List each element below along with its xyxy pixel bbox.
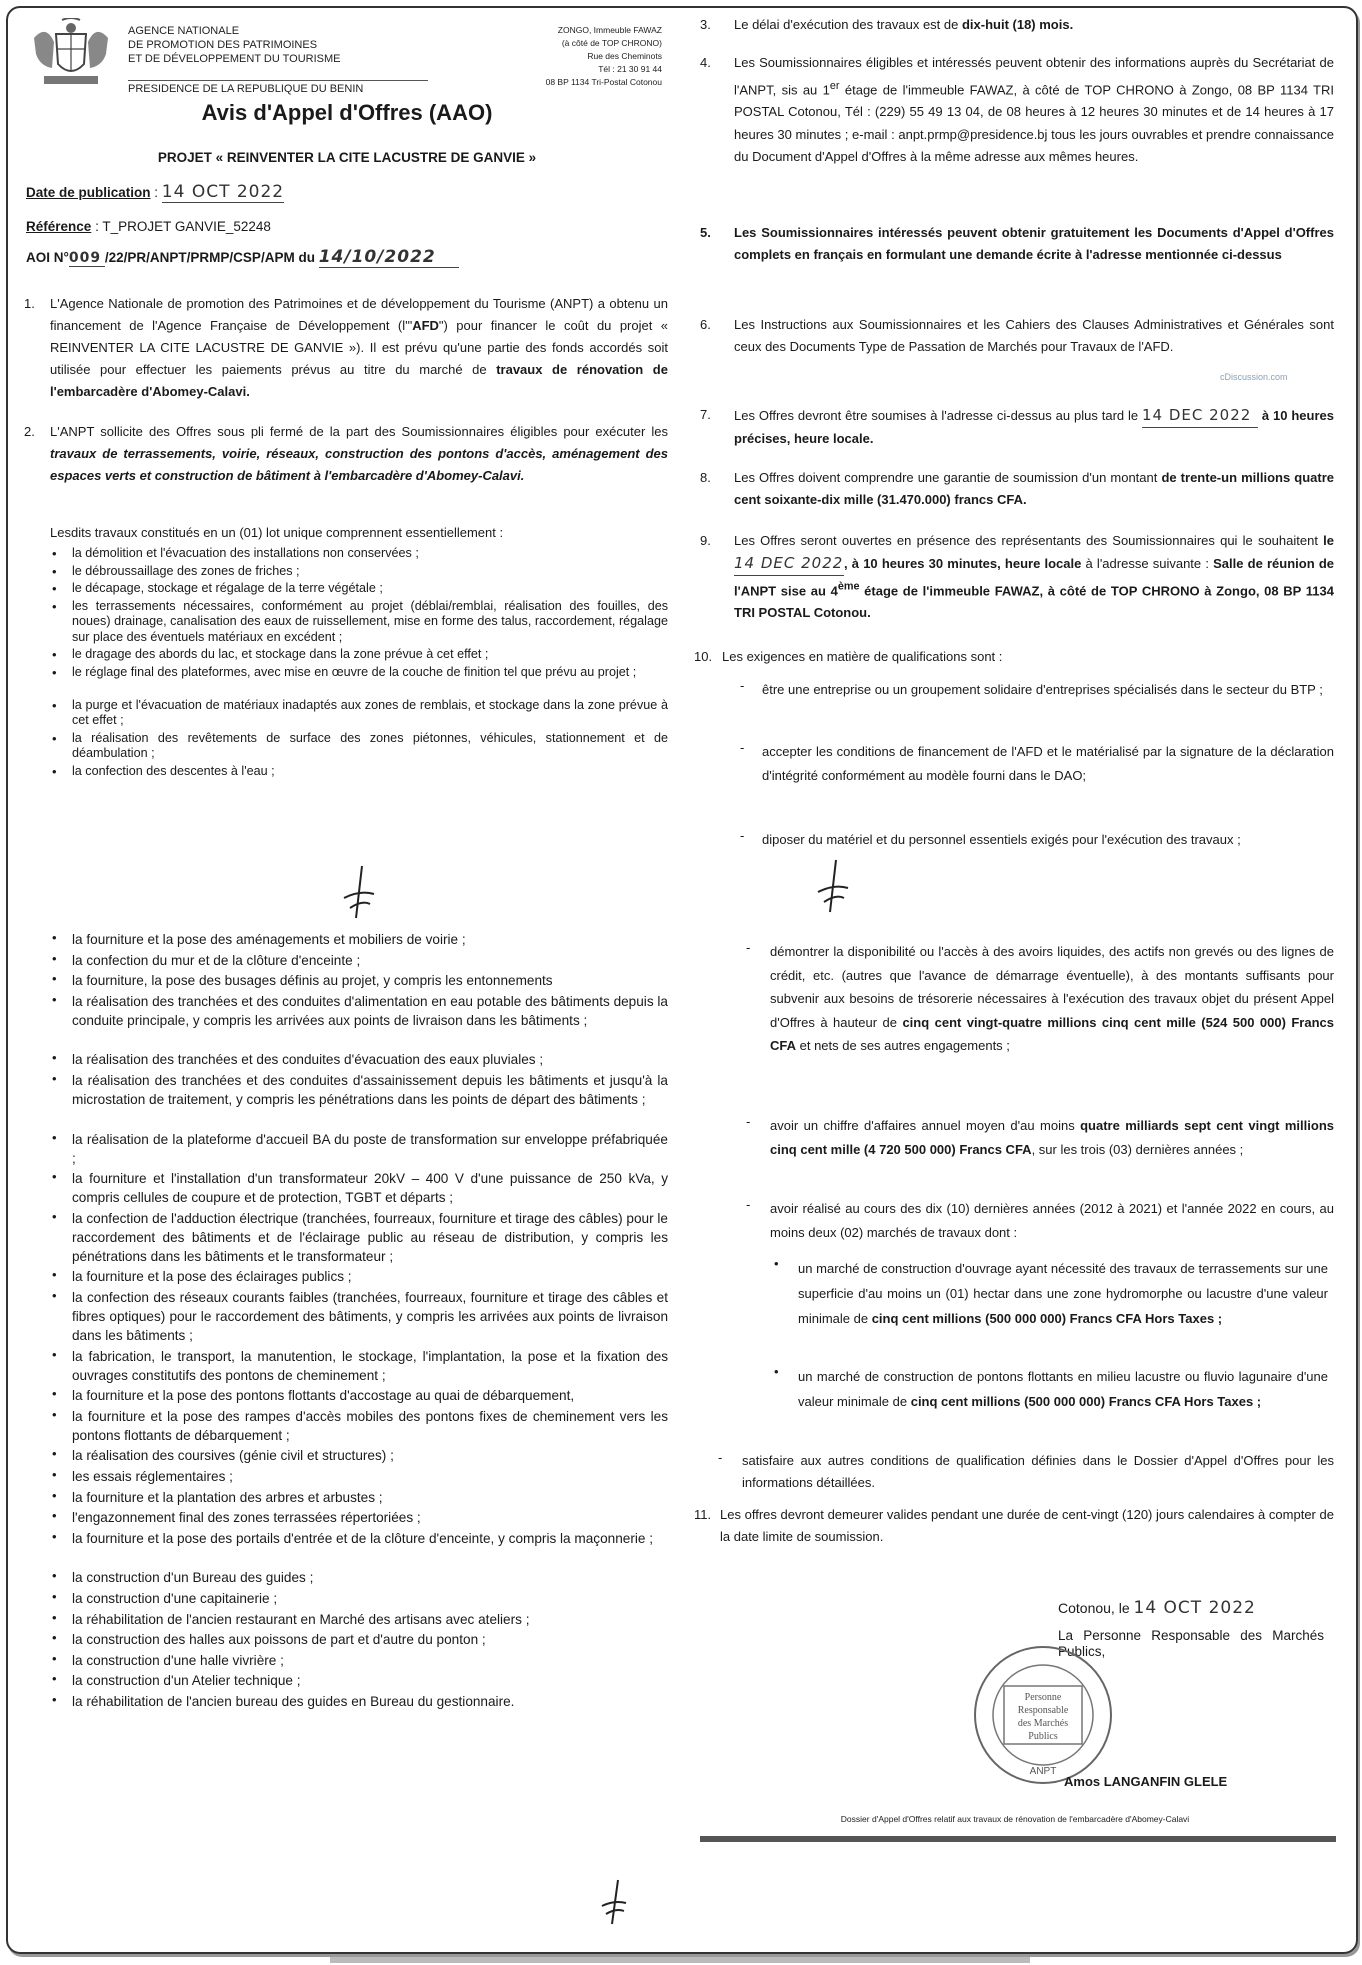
bullet-dot: • — [52, 1650, 57, 1666]
item-number: 3. — [700, 17, 711, 32]
bullet-dot: • — [52, 930, 57, 945]
item-number: 10. — [694, 649, 713, 664]
aoi-handwritten-number: 009 — [68, 250, 102, 266]
bullet-dot: • — [52, 1508, 57, 1524]
paragraph-5: Les Soumissionnaires intéressés peuvent obtenir gratuitement les Documents d'Appel d'Offres complets en français en formulant une demande écrite à l'adresse mentionnée ci-dessus — [734, 225, 1334, 262]
footer-bar — [700, 1836, 1336, 1842]
agency-name — [128, 24, 341, 66]
work-item: la fourniture et la pose des aménagements et mobiliers de voirie ; — [72, 932, 466, 947]
bullet-dot: • — [52, 546, 57, 561]
bullet-dot: • — [52, 1446, 57, 1462]
work-item: la réhabilitation de l'ancien bureau des guides en Bureau du gestionnaire. — [72, 1694, 515, 1709]
signature-date: 14 OCT 2022 — [1133, 1598, 1256, 1618]
paragraph-7: Les Offres devront être soumises à l'adresse ci-dessus au plus tard le 14 DEC 2022 à 10 heures précises, heure locale. — [734, 406, 1334, 446]
bullet-dot: • — [52, 1406, 57, 1422]
work-item: la réalisation des coursives (génie civil et structures) ; — [72, 1448, 394, 1464]
bullet-dot: • — [52, 1169, 57, 1185]
work-item: la confection des descentes à l'eau ; — [72, 763, 275, 778]
work-item: les terrassements nécessaires, conformément au projet (déblai/remblai, réalisation des fouilles, des noues) drainage, canalisation des eaux de ruissellement, mise en forme des talus, raccordement, régalage sur place des éventuels matériaux en excédent ; — [72, 598, 668, 644]
qualification-item: diposer du matériel et du personnel essentiels exigés pour l'exécution des travaux ; — [762, 832, 1241, 847]
dash-bullet: - — [740, 740, 745, 755]
address-line: ZONGO, Immeuble FAWAZ — [557, 25, 662, 35]
bullet-dot: • — [52, 730, 57, 746]
bullet-dot: • — [52, 581, 57, 596]
dash-bullet: - — [746, 1114, 751, 1129]
bullet-dot: • — [52, 1671, 57, 1687]
presidence-line: PRESIDENCE DE LA REPUBLIQUE DU BENIN — [128, 80, 428, 95]
work-item: la construction d'une halle vivrière ; — [72, 1652, 284, 1668]
item-number: 2. — [24, 424, 35, 439]
item-number: 7. — [700, 407, 711, 422]
org-line: AGENCE NATIONALE — [128, 25, 240, 37]
paragraph-10: Les exigences en matière de qualifications sont : — [722, 649, 1003, 664]
dash-bullet: - — [740, 678, 745, 693]
work-item: la fourniture et la pose des portails d'entrée et de la clôture d'enceinte, y compris la maçonnerie ; — [72, 1530, 653, 1546]
footer-note: Dossier d'Appel d'Offres relatif aux travaux de rénovation de l'embarcadère d'Abomey-Calavi — [840, 1814, 1190, 1824]
bullet-dot: • — [52, 1528, 57, 1544]
paragraph-11: Les offres devront demeurer valides pendant une durée de cent-vingt (120) jours calendaires à compter de la date limite de soumission. — [720, 1507, 1334, 1544]
work-item: la fabrication, le transport, la manutention, le stockage, l'implantation, la pose et la fixation des ouvrages constitutifs des pontons de cheminement ; — [72, 1348, 668, 1383]
bullet-dot: • — [52, 1589, 57, 1604]
reference — [26, 219, 271, 234]
signatory-name: Amos LANGANFIN GLELE — [1064, 1774, 1228, 1789]
qualification-item: être une entreprise ou un groupement solidaire d'entreprises spécialisés dans le secteur du BTP ; — [762, 682, 1323, 697]
work-item: le réglage final des plateformes, avec mise en œuvre de la couche de finition tel que prévu au projet ; — [72, 664, 637, 679]
bullet-dot: • — [52, 763, 57, 779]
qualification-experience: avoir réalisé au cours des dix (10) dernières années (2012 à 2021) et l'année 2022 en cours, au moins deux (02) marchés de travaux dont : — [770, 1201, 1334, 1240]
work-item: la réalisation des tranchées et des conduites d'évacuation des eaux pluviales ; — [72, 1052, 544, 1068]
work-item: la fourniture et la pose des rampes d'accès mobiles des pontons fixes de cheminement vers les pontons flottants de débarquement ; — [72, 1408, 668, 1443]
bullet-dot: • — [52, 1267, 57, 1283]
work-item: les essais réglementaires ; — [72, 1469, 233, 1484]
stamp-text: des Marchés — [1017, 1718, 1069, 1729]
signature-place: Cotonou, le — [1058, 1600, 1130, 1616]
org-line: DE PROMOTION DES PATRIMOINES — [128, 39, 318, 51]
bullet-dot: • — [774, 1256, 779, 1271]
bullet-dot: • — [52, 950, 57, 966]
publication-date: Date de publication : 14 OCT 2022 — [26, 182, 285, 202]
bullet-dot: • — [52, 1692, 57, 1707]
paragraph-3: Le délai d'exécution des travaux est de dix-huit (18) mois. — [734, 17, 1074, 32]
agency-address — [546, 24, 662, 89]
reference-value: : T_PROJET GANVIE_52248 — [95, 219, 271, 234]
bullet-dot: • — [52, 1386, 57, 1402]
benin-coat-of-arms-icon — [26, 18, 116, 90]
paragraph-9: Les Offres seront ouvertes en présence des représentants des Soumissionnaires qui le souhaitent le 14 DEC 2022, à 10 heures 30 minutes, heure locale à l'adresse suivante : Salle de réunion de l'ANPT sise au 4ème étage de l'immeuble FAWAZ, à côté de TOP CHRONO à Zongo, 08 BP 1134 TRI POSTAL Cotonou. — [734, 533, 1334, 621]
aoi-number — [26, 247, 459, 268]
initials-signature-icon — [600, 1878, 630, 1928]
item-number: 9. — [700, 533, 711, 548]
project-title: PROJET « REINVENTER LA CITE LACUSTRE DE GANVIE » — [157, 150, 537, 165]
work-item: l'engazonnement final des zones terrassées répertoriées ; — [72, 1510, 421, 1526]
bullet-dot: • — [52, 1630, 57, 1646]
address-line: Tél : 21 30 91 44 — [598, 64, 662, 74]
paragraph-1: L'Agence Nationale de promotion des Patrimoines et de développement du Tourisme (ANPT) a obtenu un financement de l'Agence Française de Développement (l'"AFD") pour financer le coût du projet « REINVENTER LA CITE LACUSTRE DE GANVIE »). Il est prévu qu'une partie des fonds accordés soit utilisée pour effectuer les paiements prévus au titre du marché de travaux de rénovation de l'embarcadère d'Abomey-Calavi. — [50, 296, 668, 399]
item-number: 8. — [700, 470, 711, 485]
item-number: 6. — [700, 317, 711, 332]
dash-bullet: - — [740, 828, 745, 843]
qualification-item: accepter les conditions de financement de l'AFD et le matérialisé par la signature de la déclaration d'intégrité conformément au modèle fourni dans le DAO; — [762, 744, 1334, 783]
date-value: 14 OCT 2022 — [161, 182, 285, 202]
aoi-suffix: /22/PR/ANPT/PRMP/CSP/APM du — [104, 250, 315, 265]
dash-bullet: - — [746, 1197, 751, 1212]
stamp-ring-text: ANPT — [1029, 1766, 1057, 1777]
bullet-dot: • — [52, 1346, 57, 1362]
official-stamp-icon — [968, 1640, 1118, 1790]
work-item: la fourniture et la pose des éclairages publics ; — [72, 1269, 352, 1285]
bullet-dot: • — [52, 1568, 57, 1584]
bullet-dot: • — [52, 598, 57, 614]
item-number: 4. — [700, 55, 711, 70]
work-item: la construction d'une capitainerie ; — [72, 1591, 278, 1606]
stamp-text: Personne — [1024, 1692, 1062, 1703]
bullet-dot: • — [52, 1288, 57, 1303]
work-item: la confection du mur et de la clôture d'enceinte ; — [72, 952, 361, 968]
paragraph-8: Les Offres doivent comprendre une garantie de soumission d'un montant de trente-un millions quatre cent soixante-dix mille (31.470.000) francs CFA. — [734, 470, 1335, 507]
work-item: la construction des halles aux poissons de part et d'autre du ponton ; — [72, 1632, 486, 1648]
bullet-dot: • — [774, 1364, 779, 1379]
bullet-dot: • — [52, 1487, 57, 1503]
bullet-dot: • — [52, 1050, 57, 1066]
qualification-other: satisfaire aux autres conditions de qualification définies dans le Dossier d'Appel d'Offres pour les informations détaillées. — [742, 1453, 1334, 1490]
dash-bullet: - — [718, 1450, 723, 1465]
document-title: Avis d'Appel d'Offres (AAO) — [201, 100, 493, 125]
stamp-text: Responsable — [1017, 1705, 1069, 1716]
bullet-dot: • — [52, 1208, 57, 1224]
initials-signature-icon — [340, 864, 380, 924]
item-number: 11. — [694, 1507, 712, 1522]
bullet-dot: • — [52, 1467, 57, 1482]
date-label: Date de publication — [26, 185, 151, 200]
watermark: cDiscussion.com — [1220, 372, 1288, 382]
paragraph-6: Les Instructions aux Soumissionnaires et les Cahiers des Clauses Administratives et Générales sont ceux des Documents Type de Passation de Marchés pour Travaux de l'AFD. — [734, 317, 1334, 354]
stamp-text: Publics — [1028, 1731, 1058, 1742]
work-item: le débroussaillage des zones de friches ; — [72, 563, 300, 578]
aoi-handwritten-date: 14/10/2022 — [318, 247, 436, 267]
work-item: la construction d'un Bureau des guides ; — [72, 1570, 314, 1586]
work-item: la réalisation des tranchées et des conduites d'assainissement depuis les bâtiments et jusqu'à la microstation de traitement, y compris les pénétrations dans les points de départ des bâtiments ; — [72, 1073, 668, 1107]
signatory-role: La Personne Responsable des Marchés Publics, — [1058, 1628, 1324, 1659]
work-item: le décapage, stockage et régalage de la terre végétale ; — [72, 581, 383, 595]
lot-intro: Lesdits travaux constitués en un (01) lot unique comprennent essentiellement : — [50, 525, 504, 540]
work-item: la démolition et l'évacuation des installations non conservées ; — [72, 546, 419, 560]
experience-item-1: un marché de construction d'ouvrage ayant nécessité des travaux de terrassements sur une superficie d'au moins un (01) hectar dans une zone hydromorphe ou lacustre d'une valeur minimale de cinq cent millions (500 000 000) Francs CFA Hors Taxes ; — [798, 1261, 1328, 1326]
qualification-liquidity: démontrer la disponibilité ou l'accès à des avoirs liquides, des actifs non grevés ou des lignes de crédit, etc. (autres que l'avance de démarrage éventuelle), à des montants suffisants pour subvenir aux besoins de trésorerie nécessaires à l'exécution des travaux objet du présent Appel d'Offres à hauteur de cinq cent vingt-quatre millions cinq cent mille (524 500 000) Francs CFA et nets de ses autres engagements ; — [770, 944, 1334, 1053]
qualification-turnover: avoir un chiffre d'affaires annuel moyen d'au moins quatre milliards sept cent vingt millions cinq cent mille (4 720 500 000) Francs CFA, sur les trois (03) dernières années ; — [770, 1118, 1334, 1157]
work-item: la fourniture et la plantation des arbres et arbustes ; — [72, 1489, 383, 1505]
bullet-dot: • — [52, 991, 57, 1007]
work-item: la fourniture et la pose des pontons flottants d'accostage au quai de débarquement, — [72, 1388, 575, 1404]
experience-item-2: un marché de construction de pontons flottants en milieu lacustre ou fluvio lagunaire d'une valeur minimale de cinq cent millions (500 000 000) Francs CFA Hors Taxes ; — [798, 1369, 1328, 1409]
initials-signature-icon — [814, 858, 854, 918]
scan-edge — [330, 1957, 1030, 1963]
bullet-dot: • — [52, 971, 57, 987]
address-line: Rue des Cheminots — [587, 51, 662, 61]
paragraph-4: Les Soumissionnaires éligibles et intéressés peuvent obtenir des informations auprès du Secrétariat de l'ANPT, sis au 1er étage de l'immeuble FAWAZ, à côté de TOP CHRONO à Zongo, 08 BP 1134 TRI POSTAL Cotonou, Tél : (229) 55 49 13 04, de 08 heures à 12 heures 30 minutes et de 14 heures à 17 heures 30 minutes ; e-mail : anpt.prmp@presidence.bj tous les jours ouvrables et prendre connaissance du Document d'Appel d'Offres à la même adresse aux mêmes heures. — [734, 55, 1334, 165]
work-item: le dragage des abords du lac, et stockage dans la zone prévue à cet effet ; — [72, 647, 489, 661]
bullet-dot: • — [52, 1071, 57, 1086]
work-item: la confection des réseaux courants faibles (tranchées, fourreaux, fourniture et tirage des câbles et fibres optiques) pour le raccordement des bâtiments, y compris les arrivées aux points de livraison dans les bâtiments ; — [72, 1290, 668, 1343]
work-item: la réalisation de la plateforme d'accueil BA du poste de transformation sur enveloppe préfabriquée ; — [72, 1131, 668, 1166]
work-item: la purge et l'évacuation de matériaux inadaptés aux zones de remblais, et stockage dans la zone prévue à cet effet ; — [72, 697, 668, 727]
org-line: ET DE DÉVELOPPEMENT DU TOURISME — [128, 53, 341, 65]
bullet-dot: • — [52, 664, 57, 680]
work-item: la fourniture, la pose des busages définis au projet, y compris les entonnements — [72, 973, 553, 989]
bullet-dot: • — [52, 647, 57, 662]
item-number: 1. — [24, 296, 35, 311]
work-item: la réalisation des tranchées et des conduites d'alimentation en eau potable des bâtiments depuis la conduite principale, y compris les arrivées aux points de livraison dans les bâtiments ; — [72, 993, 668, 1028]
work-item: la confection de l'adduction électrique (tranchées, fourreaux, fourniture et tirage des câbles) pour le raccordement des bâtiments et de l'éclairage public au réseau de distribution, y compris les pénétrations dans les bâtiments et le transformateur ; — [72, 1210, 668, 1264]
aoi-prefix: AOI N° — [26, 250, 69, 265]
work-item: la construction d'un Atelier technique ; — [72, 1673, 301, 1689]
work-item: la réhabilitation de l'ancien restaurant en Marché des artisans avec ateliers ; — [72, 1611, 530, 1627]
bullet-dot: • — [52, 697, 57, 713]
work-item: la fourniture et l'installation d'un transformateur 20kV – 400 V d'une puissance de 250 kVa, y compris cellules de coupure et de protection, TGBT et départs ; — [72, 1171, 668, 1206]
reference-label: Référence — [26, 219, 92, 234]
bullet-dot: • — [52, 563, 57, 579]
letterhead — [24, 14, 670, 100]
paragraph-2: L'ANPT sollicite des Offres sous pli fermé de la part des Soumissionnaires éligibles pour exécuter les travaux de terrassements, voirie, réseaux, construction des pontons d'accès, aménagement des espaces verts et construction de bâtiment à l'embarcadère d'Abomey-Calavi. — [50, 424, 668, 483]
item-number: 5. — [700, 225, 711, 240]
signature-place-date — [1058, 1598, 1256, 1618]
address-line: 08 BP 1134 Tri-Postal Cotonou — [545, 77, 662, 87]
dash-bullet: - — [746, 940, 751, 955]
bullet-dot: • — [52, 1609, 57, 1625]
bullet-dot: • — [52, 1129, 57, 1145]
work-item: la réalisation des revêtements de surface des zones piétonnes, véhicules, stationnement et de déambulation ; — [72, 730, 668, 760]
address-line: (à côté de TOP CHRONO) — [561, 38, 662, 48]
